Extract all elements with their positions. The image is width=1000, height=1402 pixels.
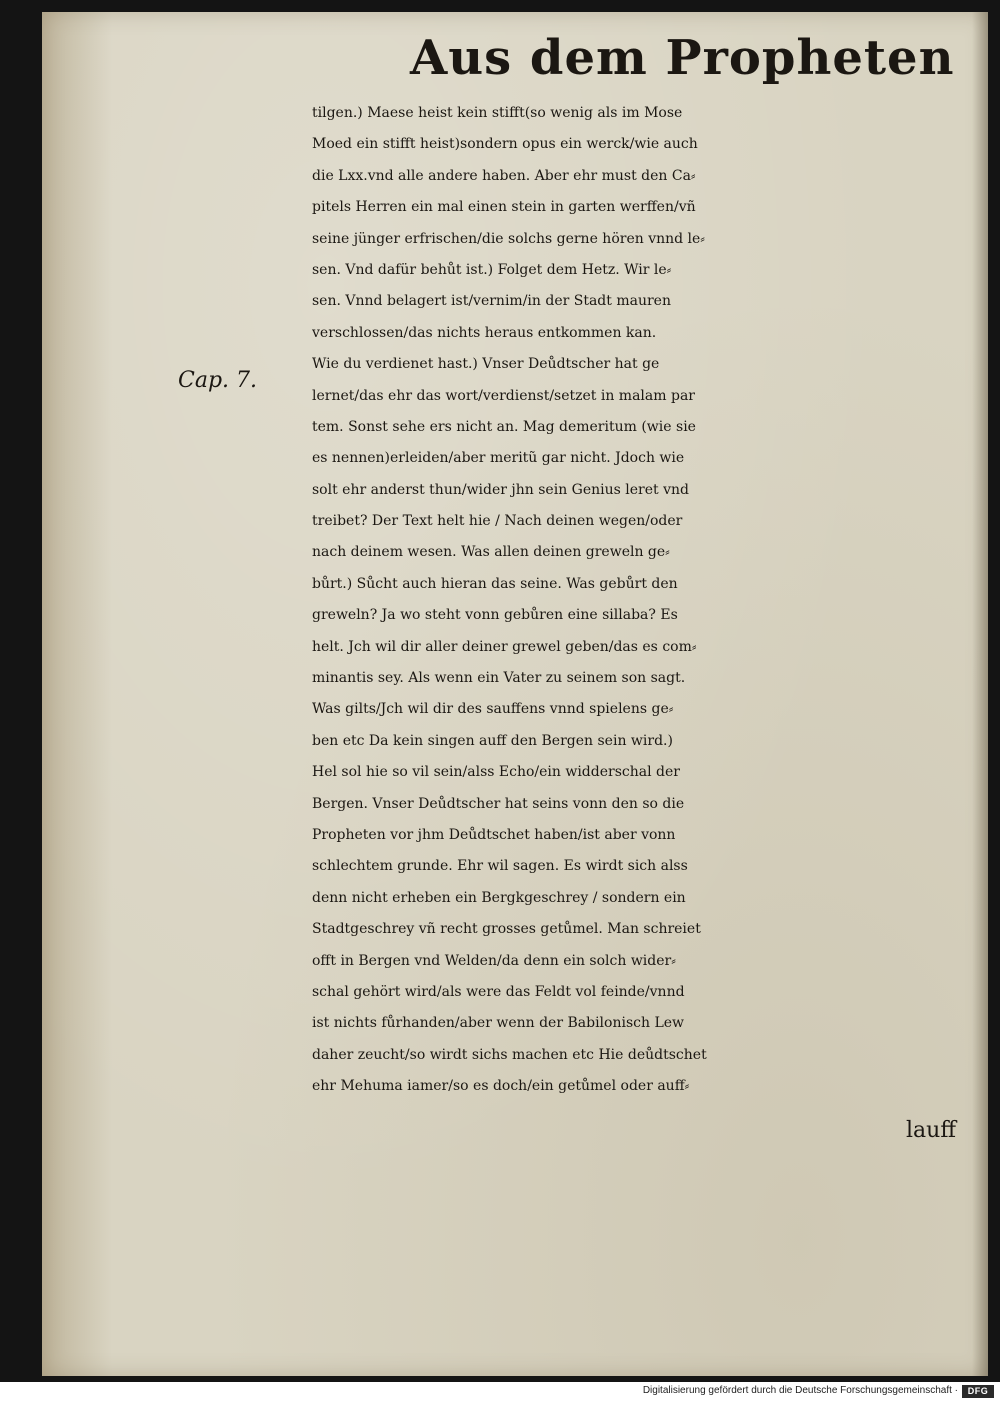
text-line: solt ehr anderst thun/wider jhn sein Genius leret vnd	[312, 481, 689, 498]
text-line: Wie du verdienet hast.) Vnser Deůdtscher hat ge	[312, 356, 660, 373]
page-gutter-shadow	[42, 12, 112, 1376]
text-line: lernet/das ehr das wort/verdienst/setzet in malam par	[312, 387, 695, 404]
text-line: verschlossen/das nichts heraus entkommen kan.	[312, 324, 657, 341]
text-line: schal gehört wird/als were das Feldt vol feinde/vnnd	[312, 983, 685, 1000]
text-line: ist nichts fůrhanden/aber wenn der Babilonisch Lew	[312, 1015, 685, 1032]
text-line: nach deinem wesen. Was allen deinen greweln ge⸗	[312, 544, 670, 561]
text-line: offt in Bergen vnd Welden/da denn ein solch wider⸗	[312, 952, 676, 969]
text-line: Stadtgeschrey vñ recht grosses getůmel. Man schreiet	[312, 921, 701, 938]
text-line: tilgen.) Maese heist kein stifft(so wenig als im Mose	[312, 105, 683, 121]
text-line: ehr Mehuma iamer/so es doch/ein getůmel oder auff⸗	[312, 1078, 690, 1095]
running-head: Aus dem Propheten	[410, 30, 955, 86]
text-line: daher zeucht/so wirdt sichs machen etc Hie deůdtschet	[312, 1046, 707, 1063]
text-line: tem. Sonst sehe ers nicht an. Mag demeritum (wie sie	[312, 418, 696, 435]
text-line: ben etc Da kein singen auff den Bergen sein wird.)	[312, 732, 673, 749]
text-line: denn nicht erheben ein Bergkgeschrey / sondern ein	[312, 889, 686, 906]
body-text	[312, 98, 972, 1103]
margin-note-chapter: Cap. 7.	[178, 368, 258, 393]
text-line: bůrt.) Sůcht auch hieran das seine. Was gebůrt den	[312, 575, 678, 592]
catchword: lauff	[906, 1118, 956, 1143]
text-line: sen. Vnnd belagert ist/vernim/in der Stadt mauren	[312, 293, 671, 310]
text-line: helt. Jch wil dir aller deiner grewel geben/das es com⸗	[312, 638, 697, 655]
text-line: schlechtem grunde. Ehr wil sagen. Es wirdt sich alss	[312, 858, 688, 875]
text-line: Propheten vor jhm Deůdtschet haben/ist aber vonn	[312, 826, 676, 843]
text-line: die Lxx.vnd alle andere haben. Aber ehr must den Ca⸗	[312, 167, 696, 184]
text-line: Was gilts/Jch wil dir des sauffens vnnd spielens ge⸗	[312, 701, 674, 718]
text-line: Bergen. Vnser Deůdtscher hat seins vonn den so die	[312, 795, 685, 812]
text-line: es nennen)erleiden/aber meritũ gar nicht. Jdoch wie	[312, 450, 685, 467]
text-line: Hel sol hie so vil sein/alss Echo/ein widderschal der	[312, 764, 680, 781]
digitization-footer	[0, 1382, 1000, 1402]
text-line: greweln? Ja wo steht vonn gebůren eine sillaba? Es	[312, 607, 678, 624]
text-line: pitels Herren ein mal einen stein in garten werffen/vñ	[312, 199, 696, 216]
text-line: sen. Vnd dafür behůt ist.) Folget dem Hetz. Wir le⸗	[312, 261, 672, 278]
text-line: seine jünger erfrischen/die solchs gerne hören vnnd le⸗	[312, 230, 705, 247]
page-edge-shadow	[972, 12, 988, 1376]
text-line: Moed ein stifft heist)sondern opus ein werck/wie auch	[312, 136, 698, 153]
text-line: minantis sey. Als wenn ein Vater zu seinem son sagt.	[312, 670, 686, 687]
dfg-credit-text: Digitalisierung gefördert durch die Deutsche Forschungsgemeinschaft ·	[642, 1385, 958, 1396]
text-line: treibet? Der Text helt hie / Nach deinen wegen/oder	[312, 513, 683, 530]
dfg-logo-icon: DFG	[962, 1385, 994, 1398]
